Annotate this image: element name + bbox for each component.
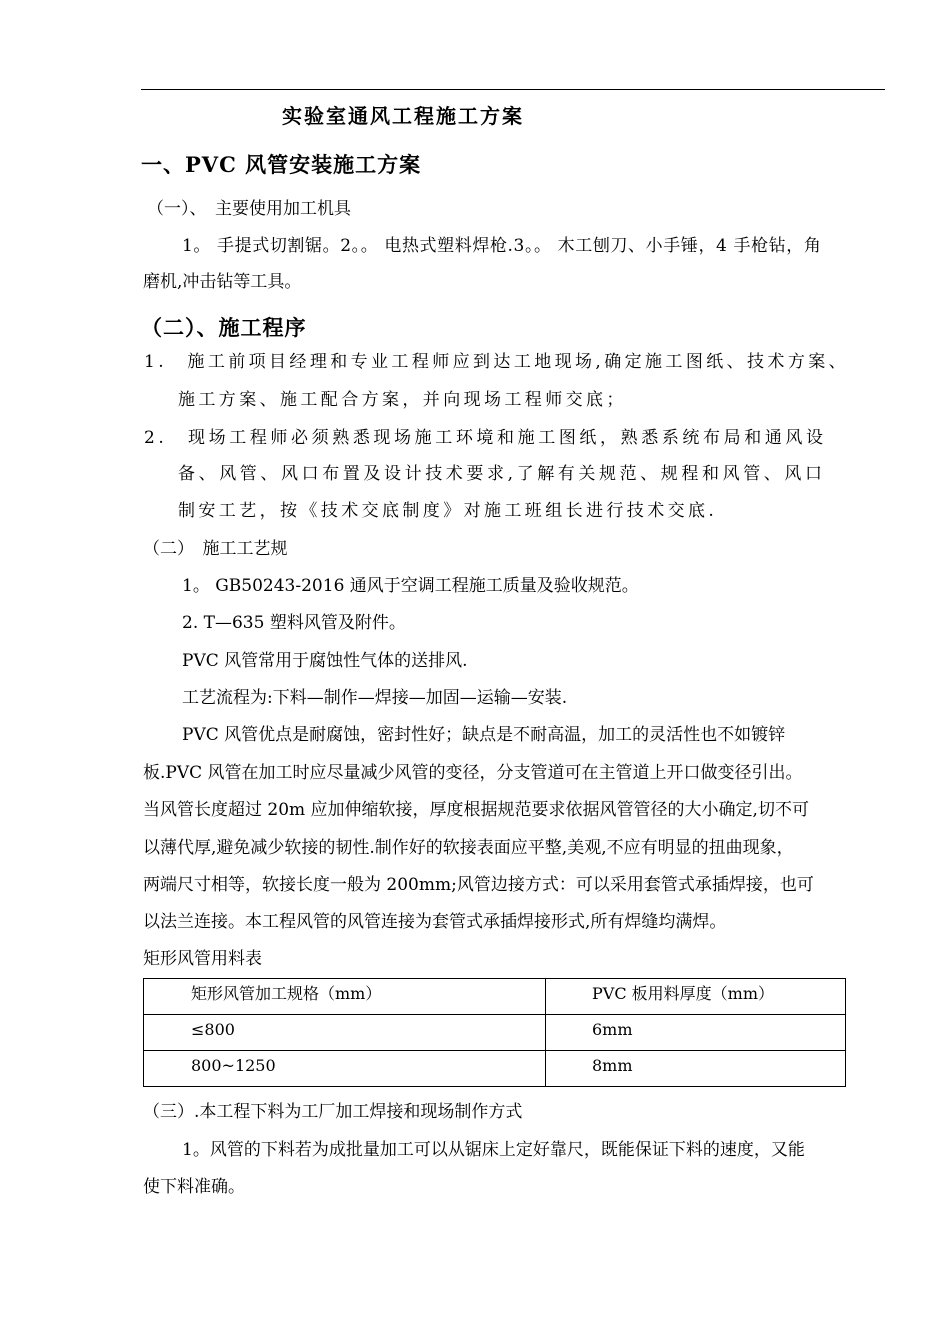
subheading-procedure: （二）、施工程序	[141, 315, 307, 340]
header-rule	[141, 89, 885, 90]
procedure-2-line-1: 2. 现场工程师必须熟悉现场施工环境和施工图纸，熟悉系统布局和通风设	[144, 428, 827, 448]
paragraph-line-6: 以法兰连接。本工程风管的风管连接为套管式承插焊接形式,所有焊缝均满焊。	[143, 912, 727, 932]
table-header-row	[144, 979, 846, 1015]
paragraph-line-1: PVC 风管优点是耐腐蚀，密封性好；缺点是不耐高温，加工的灵活性也不如镀锌	[182, 725, 786, 745]
table-caption: 矩形风管用料表	[143, 949, 262, 969]
table-cell: ≤800	[144, 1015, 546, 1051]
table-row	[144, 1015, 846, 1051]
table-row	[144, 1051, 846, 1087]
cutting-line-2: 使下料准确。	[143, 1177, 245, 1197]
procedure-1-line-2: 施工方案、施工配合方案，并向现场工程师交底；	[178, 390, 627, 410]
paragraph-line-5: 两端尺寸相等，软接长度一般为 200mm;风管边接方式：可以采用套管式承插焊接，也可	[143, 875, 814, 895]
paragraph-line-3: 当风管长度超过 20m 应加伸缩软接，厚度根据规范要求依据风管管径的大小确定,切不可	[143, 800, 809, 820]
standard-item-2: 2. T—635 塑料风管及附件。	[182, 613, 406, 633]
document-title: 实验室通风工程施工方案	[282, 104, 524, 128]
pvc-usage: PVC 风管常用于腐蚀性气体的送排风.	[182, 651, 468, 671]
procedure-1-line-1: 1. 施工前项目经理和专业工程师应到达工地现场,确定施工图纸、技术方案、	[144, 352, 850, 372]
paragraph-line-4: 以薄代厚,避免减少软接的韧性.制作好的软接表面应平整,美观,不应有明显的扭曲现象，	[143, 838, 794, 858]
standard-item-1: 1。 GB50243-2016 通风于空调工程施工质量及验收规范。	[182, 576, 639, 596]
cutting-line-1: 1。风管的下料若为成批量加工可以从锯床上定好靠尺，既能保证下料的速度，又能	[182, 1140, 805, 1160]
table-header-cell: PVC 板用料厚度（mm）	[546, 979, 846, 1015]
tools-line-2: 磨机,冲击钻等工具。	[143, 272, 302, 292]
tools-line-1: 1。 手提式切割锯。2。。 电热式塑料焊枪.3。。 木工刨刀、小手锤，4 手枪钻，角	[182, 236, 822, 256]
subheading-cutting: （三）.本工程下料为工厂加工焊接和现场制作方式	[143, 1102, 523, 1122]
table-cell: 800~1250	[144, 1051, 546, 1087]
subheading-tools: （一）、 主要使用加工机具	[147, 199, 351, 219]
process-flow: 工艺流程为:下料—制作—焊接—加固—运输—安装.	[182, 688, 568, 708]
procedure-2-line-2: 备、风管、风口布置及设计技术要求,了解有关规范、规程和风管、风口	[178, 464, 826, 484]
subheading-standards: （二） 施工工艺规	[143, 539, 288, 559]
paragraph-line-2: 板.PVC 风管在加工时应尽量减少风管的变径，分支管道可在主管道上开口做变径引出。	[143, 763, 803, 783]
material-table	[143, 978, 846, 1087]
table-cell: 6mm	[546, 1015, 846, 1051]
table-header-cell: 矩形风管加工规格（mm）	[144, 979, 546, 1015]
section-heading-pvc: 一、PVC 风管安装施工方案	[141, 152, 422, 177]
procedure-2-line-3: 制安工艺，按《技术交底制度》对施工班组长进行技术交底.	[178, 501, 718, 521]
table-cell: 8mm	[546, 1051, 846, 1087]
